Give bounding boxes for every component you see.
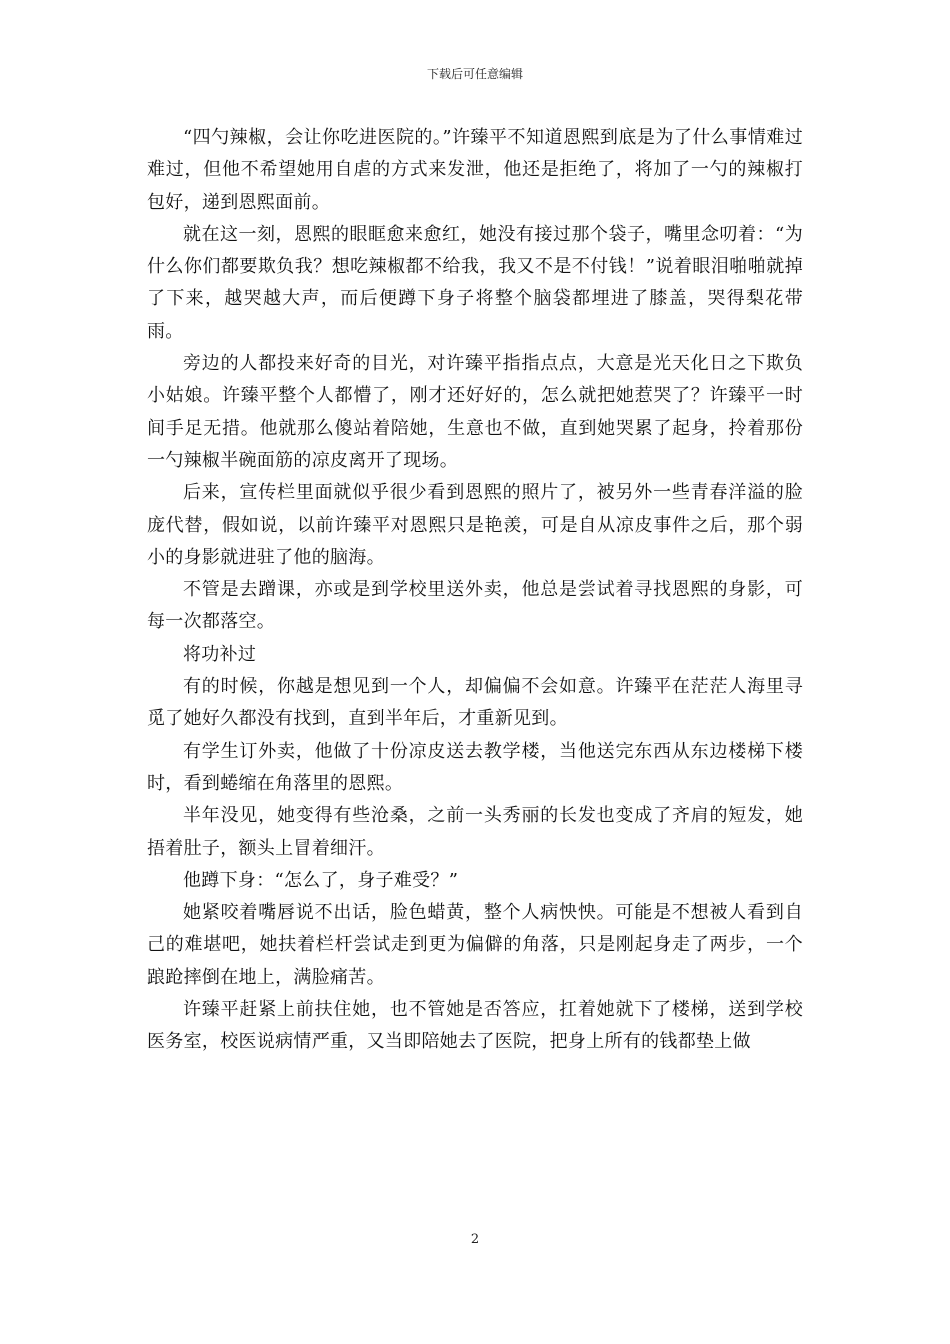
paragraph: 有学生订外卖，他做了十份凉皮送去教学楼，当他送完东西从东边楼梯下楼时，看到蜷缩在角落里的恩熙。 (147, 740, 803, 794)
document-body (147, 122, 803, 1059)
paragraph: “四勺辣椒，会让你吃进医院的。”许臻平不知道恩熙到底是为了什么事情难过难过，但他不希望她用自虐的方式来发泄，他还是拒绝了，将加了一勺的辣椒打包好，递到恩熙面前。 (147, 127, 803, 213)
paragraph: 她紧咬着嘴唇说不出话，脸色蜡黄，整个人病怏怏。可能是不想被人看到自己的难堪吧，她扶着栏杆尝试走到更为偏僻的角落，只是刚起身走了两步，一个踉跄摔倒在地上，满脸痛苦。 (147, 902, 803, 988)
paragraph: 许臻平赶紧上前扶住她，也不管她是否答应，扛着她就下了楼梯，送到学校医务室，校医说病情严重，又当即陪她去了医院，把身上所有的钱都垫上做 (147, 999, 803, 1053)
paragraph: 不管是去蹭课，亦或是到学校里送外卖，他总是尝试着寻找恩熙的身影，可每一次都落空。 (147, 579, 803, 633)
paragraph: 半年没见，她变得有些沧桑，之前一头秀丽的长发也变成了齐肩的短发，她捂着肚子，额头上冒着细汗。 (147, 805, 803, 859)
paragraph: 他蹲下身：“怎么了，身子难受？” (183, 869, 459, 891)
page-number: 2 (470, 1232, 480, 1247)
paragraph: 有的时候，你越是想见到一个人，却偏偏不会如意。许臻平在茫茫人海里寻觅了她好久都没有找到，直到半年后，才重新见到。 (147, 676, 803, 730)
paragraph: 就在这一刻，恩熙的眼眶愈来愈红，她没有接过那个袋子，嘴里念叨着：“为什么你们都要欺负我？想吃辣椒都不给我，我又不是不付钱！”说着眼泪啪啪就掉了下来，越哭越大声，而后便蹲下身子将整个脑袋都埋进了膝盖，哭得梨花带雨。 (147, 223, 803, 342)
page-header: 下载后可任意编辑 (426, 67, 523, 81)
section-heading: 将功补过 (183, 643, 257, 665)
paragraph: 后来，宣传栏里面就似乎很少看到恩熙的照片了，被另外一些青春洋溢的脸庞代替，假如说，以前许臻平对恩熙只是艳羡，可是自从凉皮事件之后，那个弱小的身影就进驻了他的脑海。 (147, 482, 803, 568)
paragraph: 旁边的人都投来好奇的目光，对许臻平指指点点，大意是光天化日之下欺负小姑娘。许臻平整个人都懵了，刚才还好好的，怎么就把她惹哭了？许臻平一时间手足无措。他就那么傻站着陪她，生意也不做，直到她哭累了起身，拎着那份一勺辣椒半碗面筋的凉皮离开了现场。 (147, 353, 803, 471)
